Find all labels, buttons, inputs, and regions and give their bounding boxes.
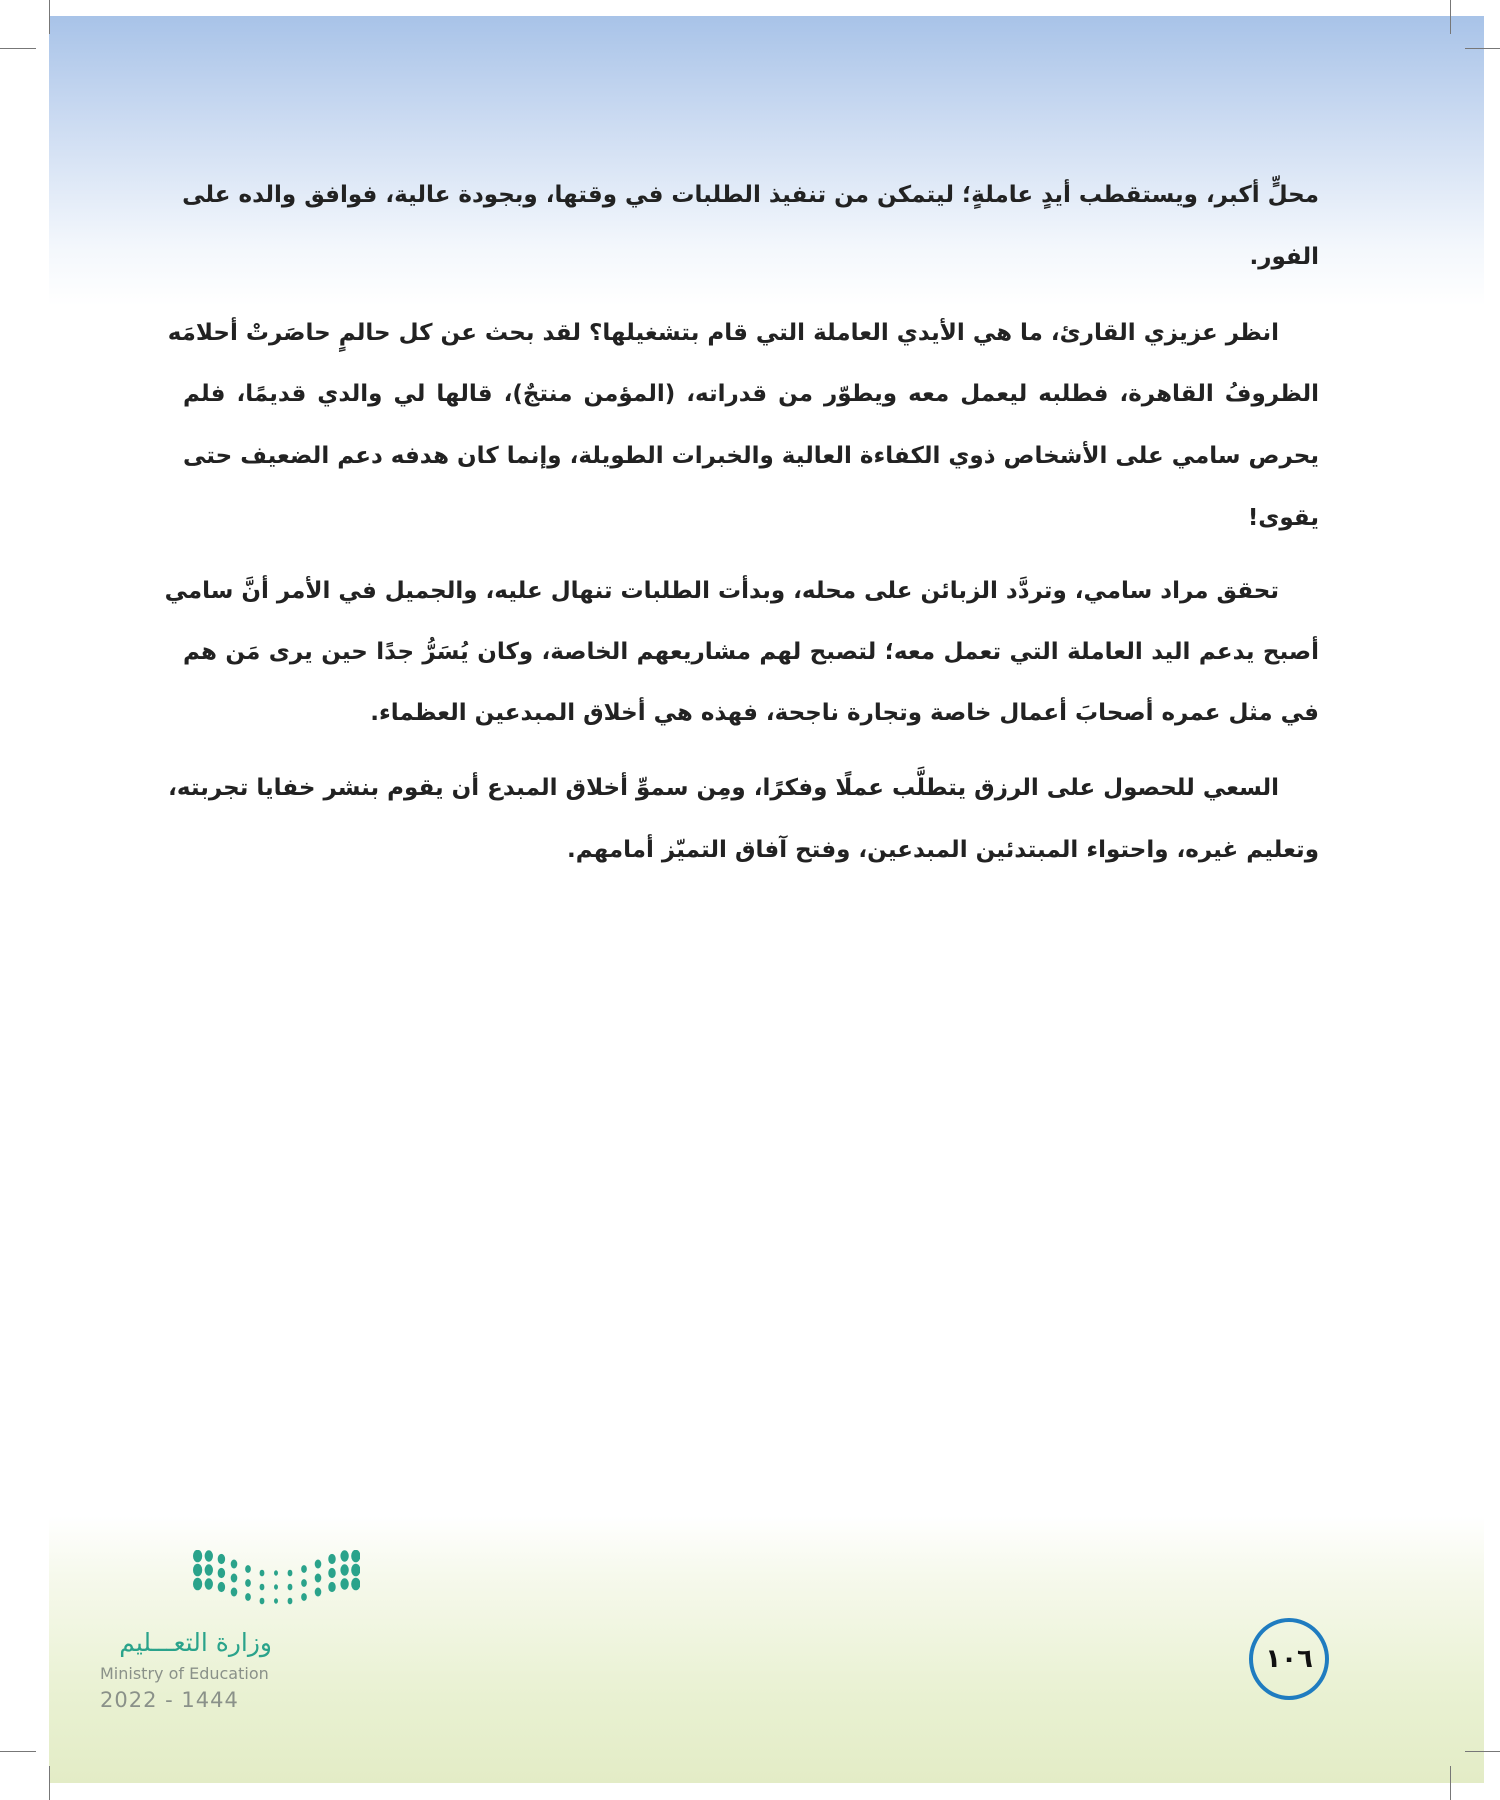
logo-dot bbox=[288, 1584, 293, 1591]
crop-mark bbox=[49, 0, 50, 34]
logo-dot bbox=[340, 1578, 348, 1589]
logo-dot bbox=[218, 1554, 225, 1564]
logo-dot bbox=[218, 1582, 225, 1592]
logo-dot bbox=[288, 1570, 293, 1577]
logo-dot bbox=[193, 1550, 202, 1562]
text-line: وتعليم غيره، واحتواء المبتدئين المبدعين، وفتح آفاق التميّز أمامهم. bbox=[566, 837, 1319, 863]
page-number: ١٠٦ bbox=[1249, 1618, 1329, 1700]
logo-dot bbox=[260, 1570, 265, 1577]
crop-mark bbox=[1465, 1751, 1500, 1752]
logo-dot bbox=[245, 1565, 251, 1573]
logo-dot bbox=[328, 1582, 335, 1592]
logo-dot bbox=[301, 1565, 307, 1573]
logo-dot bbox=[260, 1584, 265, 1591]
logo-dot bbox=[274, 1598, 278, 1603]
logo-dot bbox=[288, 1598, 293, 1605]
text-line: في مثل عمره أصحابَ أعمال خاصة وتجارة ناجحة، فهذه هي أخلاق المبدعين العظماء. bbox=[370, 700, 1319, 726]
logo-dot bbox=[315, 1588, 322, 1597]
page bbox=[49, 16, 1484, 1783]
crop-mark bbox=[1465, 48, 1500, 49]
text-line: يحرص سامي على الأشخاص ذوي الكفاءة العالية والخبرات الطويلة، وإنما كان هدفه دعم الضعيف حتى bbox=[183, 443, 1319, 469]
logo-dot bbox=[351, 1564, 360, 1577]
logo-dot bbox=[351, 1578, 360, 1591]
logo-dot bbox=[231, 1560, 238, 1569]
text-line: الظروفُ القاهرة، فطلبه ليعمل معه ويطوّر من قدراته، (المؤمن منتجٌ)، قالها لي والدي قديمًا، فلم bbox=[183, 381, 1319, 407]
ministry-name-arabic: وزارة التعـــليم bbox=[119, 1628, 272, 1657]
crop-mark bbox=[49, 1766, 50, 1800]
logo-dot bbox=[193, 1564, 202, 1577]
logo-dot bbox=[205, 1578, 213, 1589]
crop-mark bbox=[0, 1751, 36, 1752]
logo-dot bbox=[351, 1550, 360, 1562]
logo-dot bbox=[328, 1554, 335, 1564]
logo-dot bbox=[340, 1564, 348, 1575]
academic-year: 2022 - 1444 bbox=[100, 1688, 239, 1712]
text-line: الفور. bbox=[1249, 244, 1319, 270]
logo-dot bbox=[245, 1593, 251, 1601]
logo-dots-icon bbox=[188, 1550, 360, 1610]
logo-dot bbox=[274, 1584, 278, 1589]
logo-dot bbox=[328, 1568, 335, 1578]
logo-dot bbox=[231, 1574, 238, 1583]
text-line: انظر عزيزي القارئ، ما هي الأيدي العاملة التي قام بتشغيلها؟ لقد بحث عن كل حالمٍ حاصَرتْ أحلامَه bbox=[167, 320, 1279, 346]
logo-dot bbox=[315, 1574, 322, 1583]
logo-dot bbox=[260, 1598, 265, 1605]
logo-dot bbox=[301, 1579, 307, 1587]
logo-dot bbox=[193, 1578, 202, 1591]
logo-dot bbox=[205, 1550, 213, 1561]
crop-mark bbox=[1450, 1766, 1451, 1800]
logo-dot bbox=[205, 1564, 213, 1575]
crop-mark bbox=[1450, 0, 1451, 34]
ministry-name-english: Ministry of Education bbox=[100, 1664, 269, 1683]
text-line: محلٍّ أكبر، ويستقطب أيدٍ عاملةٍ؛ ليتمكن من تنفيذ الطلبات في وقتها، وبجودة عالية، فوافق والده على bbox=[182, 182, 1319, 208]
logo-dot bbox=[218, 1568, 225, 1578]
text-line: أصبح يدعم اليد العاملة التي تعمل معه؛ لتصبح لهم مشاريعهم الخاصة، وكان يُسَرُّ جدًا حين يرى مَن هم bbox=[183, 639, 1319, 665]
logo-dot bbox=[231, 1588, 238, 1597]
logo-dot bbox=[245, 1579, 251, 1587]
logo-dot bbox=[340, 1550, 348, 1561]
logo-dot bbox=[301, 1593, 307, 1601]
text-line: تحقق مراد سامي، وتردَّد الزبائن على محله، وبدأت الطلبات تنهال عليه، والجميل في الأمر أنَّ سامي bbox=[164, 578, 1279, 604]
logo-dot bbox=[315, 1560, 322, 1569]
crop-mark bbox=[0, 48, 36, 49]
text-line: السعي للحصول على الرزق يتطلَّب عملًا وفكرًا، ومِن سموِّ أخلاق المبدع أن يقوم بنشر خفايا تجربته، bbox=[168, 775, 1279, 801]
text-line: يقوى! bbox=[1247, 505, 1319, 531]
logo-dot bbox=[274, 1570, 278, 1575]
